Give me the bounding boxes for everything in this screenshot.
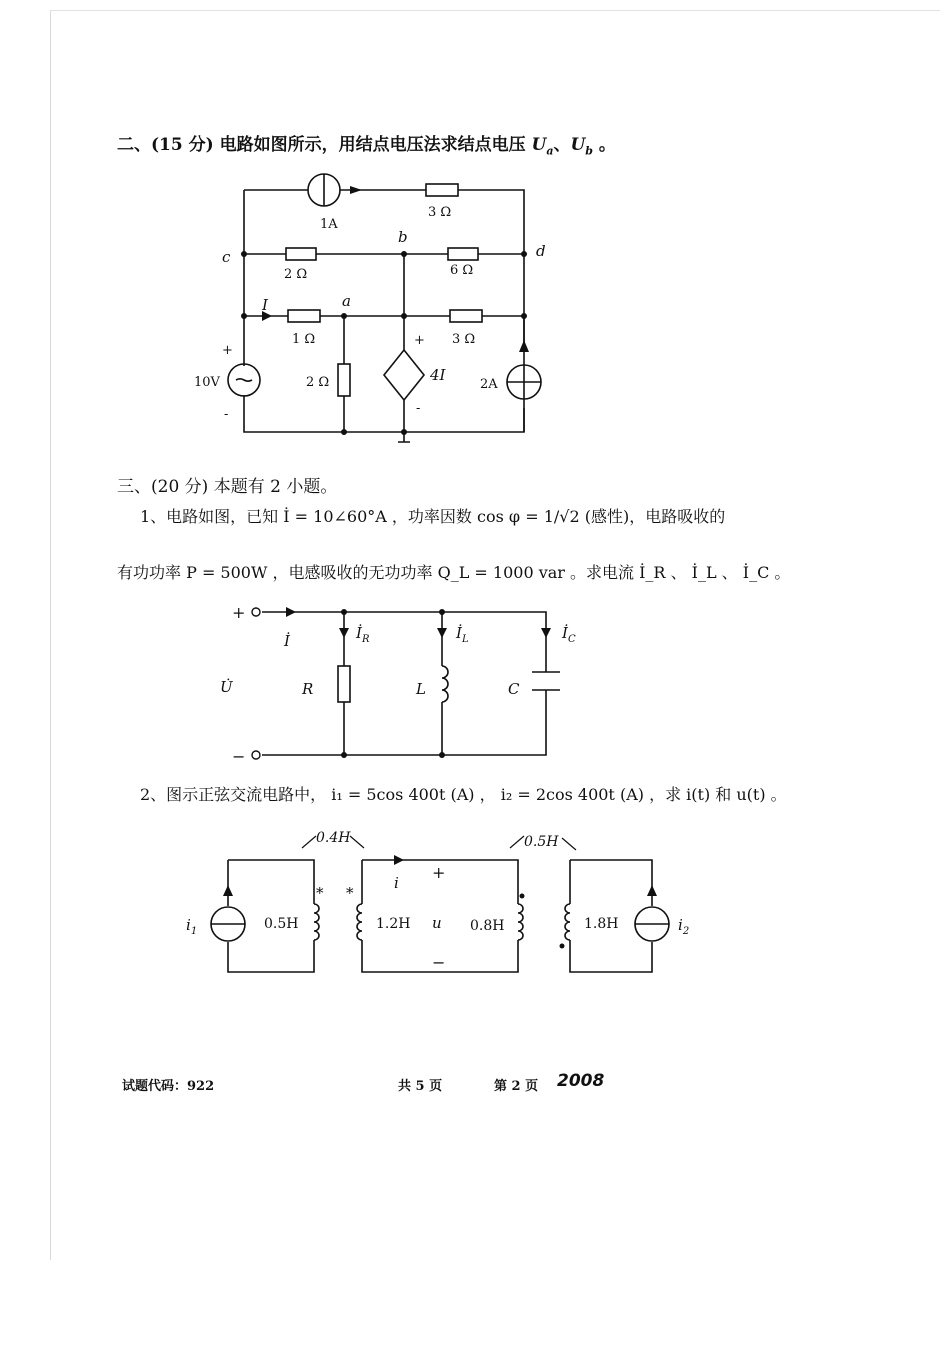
label-i-phasor: İ <box>284 632 290 650</box>
label-m-0-5h: 0.5H <box>524 834 559 850</box>
label-r-top: 3 Ω <box>428 205 452 220</box>
label-i2: $i_2$ <box>678 916 690 937</box>
label-u: u <box>432 914 442 932</box>
label-r: R <box>302 680 314 698</box>
label-r-bd: 6 Ω <box>450 263 474 278</box>
q3-p2: 2、图示正弦交流电路中， i₁ = 5cos 400t (A) ， i₂ = 2cos 400t (A) ，求 i(t) 和 u(t) 。 <box>140 785 787 804</box>
label-ic: $İ_C$ <box>562 624 576 645</box>
current-source-i2 <box>635 885 669 941</box>
node-a-label: a <box>342 292 351 310</box>
label-10v-plus: + <box>222 343 233 358</box>
label-u-phasor: U̇ <box>220 678 233 696</box>
ua-ub-separator: 、 <box>553 135 571 155</box>
label-u-plus: + <box>432 863 446 882</box>
dot-mark-0-8h <box>520 894 525 899</box>
q3-p1-line1: 1、电路如图，已知 İ = 10∠60°A ，功率因数 cos φ = 1/√2 (感性)，电路吸收的 <box>140 507 726 526</box>
star-mark-0-5h: * <box>316 884 324 902</box>
label-ir: $İ_R$ <box>356 624 370 645</box>
q2-heading-text: 二、(15 分) 电路如图所示，用结点电压法求结点电压 <box>117 135 532 155</box>
label-4i-minus: - <box>416 401 421 416</box>
ub-symbol: U <box>570 135 586 155</box>
label-l: L <box>416 680 426 698</box>
label-c: C <box>508 680 520 698</box>
label-r-1: 1 Ω <box>292 332 316 347</box>
label-m-0-4h: 0.4H <box>316 830 351 846</box>
label-il: $İ_L$ <box>456 624 469 645</box>
current-source-i1 <box>211 885 245 941</box>
q2-heading-end: 。 <box>593 135 616 155</box>
label-r-2: 2 Ω <box>306 375 330 390</box>
label-l-0-8h: 0.8H <box>470 918 505 934</box>
label-l-1-8h: 1.8H <box>584 916 619 932</box>
node-b-label: b <box>398 228 408 246</box>
node-c-label: c <box>222 248 231 266</box>
label-4i: 4I <box>430 366 446 384</box>
label-l-1-2h: 1.2H <box>376 916 411 932</box>
label-4i-plus: + <box>414 333 425 348</box>
label-plus: + <box>232 603 246 622</box>
label-r-ad: 3 Ω <box>452 332 476 347</box>
inductor-0-5h <box>314 904 319 940</box>
ua-subscript: a <box>546 144 554 158</box>
label-1a: 1A <box>320 217 338 232</box>
label-minus: − <box>232 747 246 766</box>
label-u-minus: − <box>432 953 446 972</box>
label-2a: 2A <box>480 377 498 392</box>
inductor-0-8h <box>518 904 523 940</box>
label-i1: $i_1$ <box>186 916 198 937</box>
footer-page-number: 第 2 页 <box>494 1079 539 1094</box>
ua-symbol: U <box>531 135 547 155</box>
dot-mark-1-8h <box>560 944 565 949</box>
label-r-cb: 2 Ω <box>284 267 308 282</box>
ub-subscript: b <box>585 144 593 158</box>
footer-code: 试题代码：922 <box>122 1079 215 1094</box>
label-current-i: I <box>262 296 268 314</box>
label-10v: 10V <box>194 375 220 390</box>
node-d-label: d <box>536 242 546 260</box>
q3-p1-line2: 有功功率 P = 500W ，电感吸收的无功功率 Q_L = 1000 var 。求电流 İ_R 、 İ_L 、 İ_C 。 <box>117 563 791 582</box>
label-i: i <box>394 874 399 892</box>
footer-total-pages: 共 5 页 <box>398 1079 443 1094</box>
inductor-1-2h <box>357 904 362 940</box>
label-10v-minus: - <box>224 407 229 422</box>
q3-heading: 三、(20 分) 本题有 2 小题。 <box>117 477 338 497</box>
inductor-1-8h <box>565 904 570 940</box>
footer-year-handwritten: 2008 <box>557 1071 605 1091</box>
label-l-0-5h: 0.5H <box>264 916 299 932</box>
star-mark-1-2h: * <box>346 884 354 902</box>
i-arrow-coupled <box>394 855 404 865</box>
